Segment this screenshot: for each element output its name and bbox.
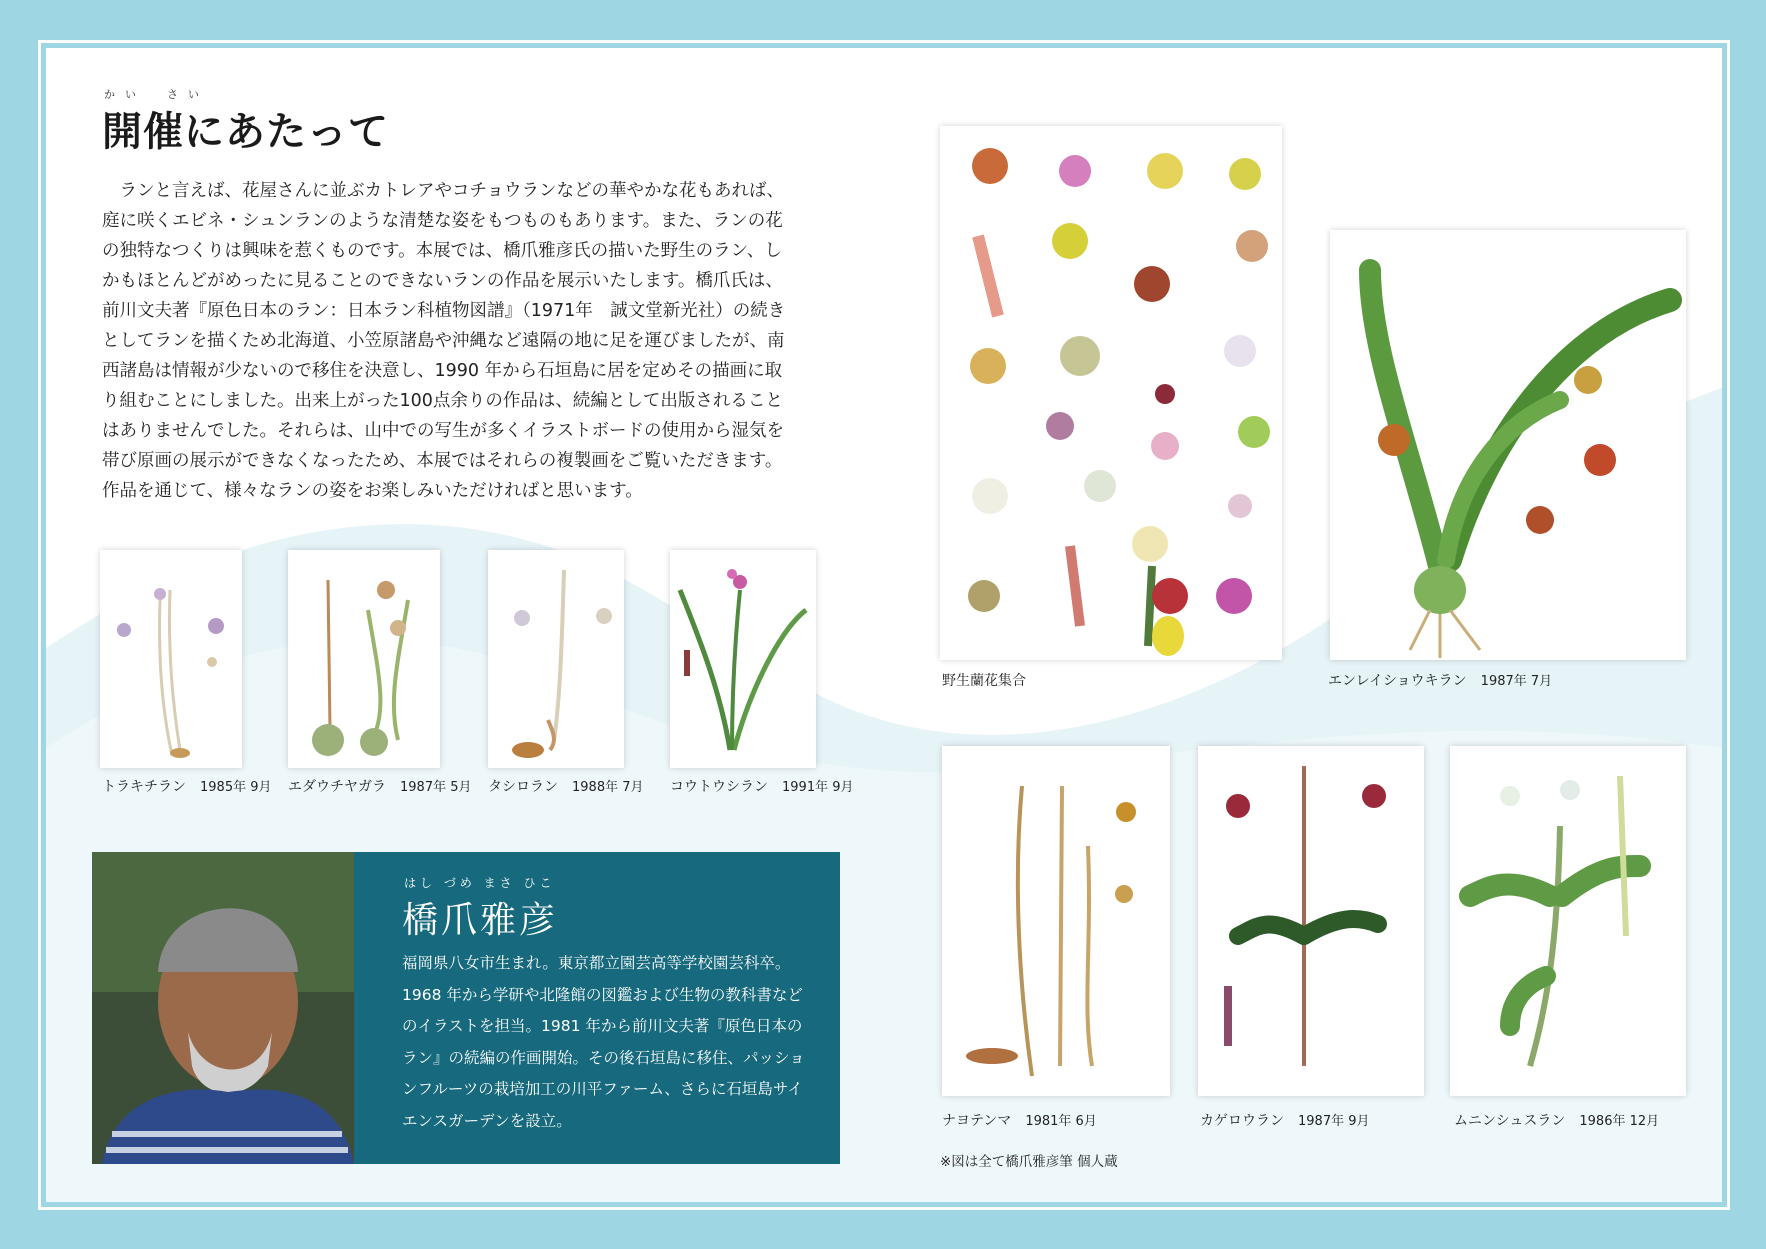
orchid-illustration-icon bbox=[942, 746, 1170, 1096]
orchid-collection-icon bbox=[940, 126, 1282, 660]
caption-year: 1985年 9月 bbox=[200, 780, 272, 795]
artist-name: 橋爪雅彦 bbox=[402, 900, 559, 941]
caption-name: カゲロウラン bbox=[1200, 1113, 1284, 1129]
orchid-illustration-icon bbox=[670, 550, 816, 768]
portrait-icon bbox=[92, 852, 354, 1164]
footnote: ※図は全て橋爪雅彦筆 個人蔵 bbox=[940, 1154, 1118, 1170]
caption-year: 1991年 9月 bbox=[782, 780, 854, 795]
caption-edauchiyagara bbox=[288, 776, 472, 796]
caption-enreishoukiran bbox=[1328, 670, 1552, 690]
artwork-card-kagerouran[interactable] bbox=[1198, 746, 1424, 1096]
caption-muninshusuran bbox=[1454, 1110, 1659, 1130]
caption-year: 1987年 9月 bbox=[1298, 1114, 1370, 1129]
caption-name: 野生蘭花集合 bbox=[942, 673, 1026, 689]
caption-year: 1987年 7月 bbox=[1480, 674, 1553, 689]
artwork-card-tashiroran[interactable] bbox=[488, 550, 624, 768]
caption-year: 1986年 12月 bbox=[1579, 1114, 1660, 1129]
artist-bio: 福岡県八女市生まれ。東京都立園芸高等学校園芸科卒。1968 年から学研や北隆館の図鑑および生物の教科書などのイラストを担当。1981 年から前川文夫著『原色日本のラン』の続編の作画開始。その後石垣島に移住、パッションフルーツの栽培加工の川平ファーム、さらに石垣島サイエンスガーデンを設立。 bbox=[402, 954, 805, 1130]
artist-photo bbox=[92, 852, 354, 1164]
caption-nayotenma bbox=[942, 1110, 1097, 1130]
caption-name: タシロラン bbox=[488, 779, 558, 795]
caption-wild-orchid-collection bbox=[942, 670, 1026, 690]
orchid-illustration-icon bbox=[1450, 746, 1686, 1096]
artwork-card-wild-orchid-collection[interactable] bbox=[940, 126, 1282, 660]
orchid-illustration-icon bbox=[488, 550, 624, 768]
caption-torakichiran bbox=[102, 776, 272, 796]
artwork-card-torakichiran[interactable] bbox=[100, 550, 242, 768]
caption-year: 1988年 7月 bbox=[572, 780, 644, 795]
artwork-card-edauchiyagara[interactable] bbox=[288, 550, 440, 768]
page-title: 開催にあたって bbox=[102, 109, 389, 155]
intro-text: ランと言えば、花屋さんに並ぶカトレアやコチョウランなどの華やかな花もあれば、庭に咲くエビネ・シュンランのような清楚な姿をもつものもあります。また、ランの花の独特なつくりは興味を惹くものです。本展では、橋爪雅彦氏の描いた野生のラン、しかもほとんどがめったに見ることのできないランの作品を展示いたします。橋爪氏は、前川文夫著『原色日本のラン：日本ラン科植物図譜』（1971年 誠文堂新光社）の続きとしてランを描くため北海道、小笠原諸島や沖縄など遠隔の地に足を運びましたが、南西諸島は情報が少ないので移住を決意し、1990 年から石垣島に居を定めその描画に取り組むことにしました。出来上がった100点余りの作品は、続編として出版されることはありませんでした。それらは、山中での写生が多くイラストボードの使用から湿気を帯び原画の展示ができなくなったため、本展ではそれらの複製画をご覧いただきます。作品を通じて、様々なランの姿をお楽しみいただければと思います。 bbox=[102, 181, 786, 501]
caption-koutoushiran bbox=[670, 776, 854, 796]
caption-tashiroran bbox=[488, 776, 644, 796]
orchid-illustration-icon bbox=[1198, 746, 1424, 1096]
page bbox=[46, 48, 1722, 1202]
caption-kagerouran bbox=[1200, 1110, 1370, 1130]
caption-name: ムニンシュスラン bbox=[1454, 1113, 1566, 1129]
artwork-card-koutoushiran[interactable] bbox=[670, 550, 816, 768]
artist-name-ruby: はし づめ まさ ひこ bbox=[404, 876, 556, 890]
caption-name: エンレイショウキラン bbox=[1328, 673, 1467, 689]
caption-name: エダウチヤガラ bbox=[288, 779, 386, 795]
artwork-card-enreishoukiran[interactable] bbox=[1330, 230, 1686, 660]
artist-profile bbox=[92, 852, 840, 1164]
caption-name: コウトウシラン bbox=[670, 779, 768, 795]
orchid-illustration-icon bbox=[288, 550, 440, 768]
artwork-card-muninshusuran[interactable] bbox=[1450, 746, 1686, 1096]
caption-year: 1981年 6月 bbox=[1025, 1114, 1097, 1129]
orchid-illustration-icon bbox=[1330, 230, 1686, 660]
artist-bio-box bbox=[354, 852, 840, 1164]
orchid-illustration-icon bbox=[100, 550, 242, 768]
caption-name: ナヨテンマ bbox=[942, 1113, 1012, 1129]
artwork-card-nayotenma[interactable] bbox=[942, 746, 1170, 1096]
caption-year: 1987年 5月 bbox=[400, 780, 472, 795]
title-ruby: かい さい bbox=[104, 88, 209, 101]
caption-name: トラキチラン bbox=[102, 779, 186, 795]
